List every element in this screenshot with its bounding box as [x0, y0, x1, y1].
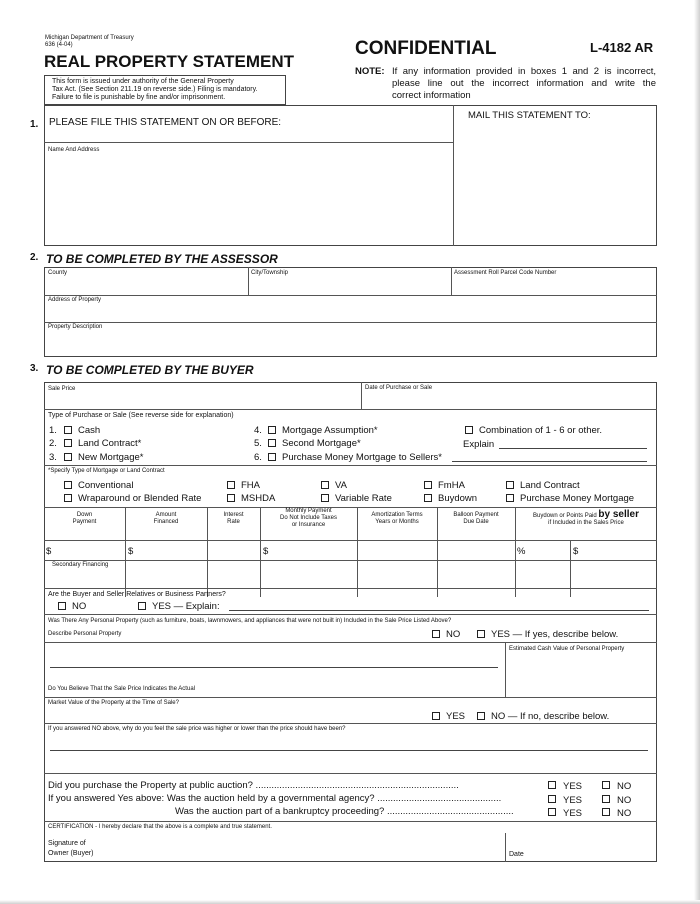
land-contract-type-label: Land Contract [520, 480, 580, 491]
purchase-money-checkbox[interactable] [268, 453, 276, 461]
believe-question-line-2: Market Value of the Property at the Time of Sale? [48, 700, 179, 706]
government-yes-checkbox[interactable] [548, 795, 556, 803]
relatives-yes-checkbox[interactable] [138, 602, 146, 610]
pmm-label: Purchase Money Mortgage [520, 493, 635, 504]
land-contract-label: Land Contract* [78, 438, 142, 449]
combination-checkbox[interactable] [465, 426, 473, 434]
date-purchase-label: Date of Purchase or Sale [365, 385, 433, 391]
bankruptcy-no-checkbox[interactable] [602, 808, 610, 816]
parcel-label: Assessment Roll Parcel Code Number [454, 270, 557, 276]
variable-rate-checkbox[interactable] [321, 494, 329, 502]
authority-line-1: This form is issued under authority of the General Property [52, 78, 234, 85]
personal-yes-label: YES — If yes, describe below. [491, 629, 619, 640]
file-before-label: PLEASE FILE THIS STATEMENT ON OR BEFORE: [49, 117, 282, 128]
description-field[interactable] [45, 332, 656, 356]
secondary-financing-label: Secondary Financing [52, 562, 109, 568]
mail-to-label: MAIL THIS STATEMENT TO: [468, 110, 591, 121]
col-buydown: Buydown or Points Paid by seller if Included in the Sales Price [533, 509, 639, 526]
address-label: Address of Property [48, 297, 102, 303]
city-label: City/Township [251, 270, 289, 276]
address-field[interactable] [45, 305, 656, 321]
estimated-cash-label: Estimated Cash Value of Personal Property [509, 646, 625, 652]
section-3-title: TO BE COMPLETED BY THE BUYER [46, 363, 254, 377]
wraparound-checkbox[interactable] [64, 494, 72, 502]
personal-yes-checkbox[interactable] [477, 630, 485, 638]
col-amount-financed: Amount Financed [153, 512, 179, 525]
signature-label-2: Owner (Buyer) [48, 850, 94, 857]
government-no-checkbox[interactable] [602, 795, 610, 803]
signature-field[interactable] [110, 834, 502, 860]
dollar-monthly: $ [263, 546, 269, 557]
city-field[interactable] [249, 278, 450, 294]
form-sheet: Michigan Department of Treasury 636 (4-04) REAL PROPERTY STATEMENT CONFIDENTIAL L-4182 AR NOTE: If any information provided in boxes 1 and 2 is incorrect, please line out the incorrect information and write the correct information This form is issued under authority of the General Property Tax Act. (See Section 211.19 on reverse side.) Filing is mandatory. Failure to file is punishable by fine and/or imprisonment. 1. PLEASE FILE THIS STATEMENT ON OR BEFORE: MAIL THIS STATEMENT TO: Name And Address 2. TO BE COMPLETED BY THE ASSESSOR County City/Township Assessment Roll Parcel Code Number Address of Property Property Description 3. TO BE COMPLETED BY THE BUYER Sale Price Date of Purchase or Sale Type of Purchase or Sale (See reverse side for explanation) 1. Cash 2. Land Contract* 3. New Mortgage* 4. Mortgage Assumption* 5. Second Mortgage* 6. Purchase Money Mortgage to Sellers* Combination of 1 - 6 or other. Explain *Specify Type of Mortgage or Land Contract Conventional FHA VA FmHA Land Contract Wraparound or Blended Rate MSHDA Variable Rate Buydown Purchase Money Mortgage Down Payment Amount Financed Interest Rate Monthly Payment Do Not Include Taxes or Insurance Amortization Terms Years or Months Balloon Payment Due Date Buydown or Points Paid by seller if Included in the Sales Price $ $ $ % $ Secondary Financing Are the Buyer and Seller Relatives or Business Partners? NO YES — Explain: Was There Any Personal Property (such as furniture, boats, lawnmowers, and appliances that were not built in) Included in the Sale Price Listed Above? Describe Personal Property NO YES — If yes, describe below. Estimated Cash Value of Personal Property Do You Believe That the Sale Price Indicates the Actual Market Value of the Property at the Time of Sale? YES NO — If no, describe below. If you answered NO above, why do you feel the sale price was higher or lower than the price should have been? Did you purchase the Property at public auction? ............................................................................. If you answered Yes above: Was the auction held by a governmental agency? ............................................... Was the auction part of a bankruptcy proceeding? ................................................ YES NO YES NO YES NO CERTIFICATION - I hereby declare that the above is a complete and true statement. Signature of Owner (Buyer) Date [0, 0, 700, 904]
land-contract-checkbox[interactable] [64, 439, 72, 447]
mshda-checkbox[interactable] [227, 494, 235, 502]
bankruptcy-yes-checkbox[interactable] [548, 808, 556, 816]
fha-label: FHA [241, 480, 260, 491]
relatives-no-label: NO [72, 601, 87, 612]
dollar-buydown: $ [573, 546, 579, 557]
personal-property-field[interactable] [46, 644, 503, 674]
col-interest-rate: Interest Rate [223, 512, 244, 525]
va-label: VA [335, 480, 347, 491]
mortgage-assumption-label: Mortgage Assumption* [282, 425, 378, 436]
county-field[interactable] [45, 278, 247, 294]
va-checkbox[interactable] [321, 481, 329, 489]
bankruptcy-question: Was the auction part of a bankruptcy proceeding? ................................................ [175, 806, 514, 817]
if-no-question: If you answered NO above, why do you feel the sale price was higher or lower than the price should have been? [48, 726, 346, 732]
description-label: Property Description [48, 324, 103, 330]
purchase-money-label: Purchase Money Mortgage to Sellers* [282, 452, 442, 463]
land-contract-type-checkbox[interactable] [506, 481, 514, 489]
relatives-no-checkbox[interactable] [58, 602, 66, 610]
fmha-label: FmHA [438, 480, 465, 491]
note-line-1: If any information provided in boxes 1 and 2 is incorrect, [392, 66, 656, 77]
buydown-checkbox[interactable] [424, 494, 432, 502]
personal-property-question: Was There Any Personal Property (such as furniture, boats, lawnmowers, and appliances that were not built in) Included in the Sale Price Listed Above? [48, 618, 452, 624]
section-1-number: 1. [30, 119, 39, 130]
date-label: Date [509, 851, 524, 858]
type-purchase-label: Type of Purchase or Sale (See reverse side for explanation) [48, 412, 234, 419]
conventional-label: Conventional [78, 480, 134, 491]
believe-yes-label: YES [446, 711, 466, 722]
fha-checkbox[interactable] [227, 481, 235, 489]
auction-yes-checkbox[interactable] [548, 781, 556, 789]
note-label: NOTE: [355, 66, 385, 77]
government-question: If you answered Yes above: Was the auction held by a governmental agency? ............................................... [48, 793, 502, 804]
mortgage-assumption-checkbox[interactable] [268, 426, 276, 434]
if-no-explain-field[interactable] [46, 734, 652, 770]
dept-line-2: 636 (4-04) [45, 42, 73, 48]
combination-label: Combination of 1 - 6 or other. [479, 425, 603, 436]
col-down-payment: Down Payment [72, 512, 97, 525]
believe-question-line-1: Do You Believe That the Sale Price Indicates the Actual [48, 686, 195, 692]
county-label: County [48, 270, 68, 276]
form-title: REAL PROPERTY STATEMENT [44, 52, 294, 71]
percent-buydown: % [517, 546, 526, 557]
describe-personal-label: Describe Personal Property [48, 631, 122, 637]
section-2-number: 2. [30, 252, 39, 263]
cash-label: Cash [78, 425, 101, 436]
certification-text: CERTIFICATION - I hereby declare that the above is a complete and true statement. [48, 824, 272, 830]
relatives-yes-label: YES — Explain: [152, 601, 220, 612]
section-2-title: TO BE COMPLETED BY THE ASSESSOR [46, 252, 278, 266]
dollar-amount: $ [128, 546, 134, 557]
dept-line-1: Michigan Department of Treasury [45, 35, 134, 41]
date-purchase-field[interactable] [363, 394, 656, 408]
estimated-cash-field[interactable] [507, 656, 656, 696]
signature-label-1: Signature of [48, 840, 86, 847]
mshda-label: MSHDA [241, 493, 276, 504]
explain-field[interactable] [499, 437, 647, 448]
sale-price-label: Sale Price [48, 386, 76, 392]
explain-label: Explain [463, 439, 495, 450]
believe-yes-checkbox[interactable] [432, 712, 440, 720]
col-balloon: Balloon Payment Due Date [453, 512, 499, 525]
note-line-3: correct information [392, 90, 471, 101]
auction-question: Did you purchase the Property at public auction? ............................................................................. [48, 780, 459, 791]
col-amortization: Amortization Terms Years or Months [371, 512, 423, 525]
personal-no-label: NO [446, 629, 461, 640]
fmha-checkbox[interactable] [424, 481, 432, 489]
second-mortgage-checkbox[interactable] [268, 439, 276, 447]
mail-to-field[interactable] [455, 125, 655, 244]
parcel-field[interactable] [452, 278, 656, 294]
wraparound-label: Wraparound or Blended Rate [78, 493, 202, 504]
authority-line-3: Failure to file is punishable by fine and/or imprisonment. [52, 94, 226, 101]
date-field[interactable] [530, 834, 655, 860]
authority-line-2: Tax Act. (See Section 211.19 on reverse side.) Filing is mandatory. [52, 86, 258, 93]
believe-no-label: NO — If no, describe below. [491, 711, 610, 722]
personal-no-checkbox[interactable] [432, 630, 440, 638]
sale-price-field[interactable] [45, 394, 360, 408]
believe-no-checkbox[interactable] [477, 712, 485, 720]
col-monthly-payment: Monthly Payment Do Not Include Taxes or Insurance [280, 508, 337, 528]
new-mortgage-label: New Mortgage* [78, 452, 144, 463]
second-mortgage-label: Second Mortgage* [282, 438, 361, 449]
specify-label: *Specify Type of Mortgage or Land Contract [48, 468, 165, 474]
pmm-checkbox[interactable] [506, 494, 514, 502]
cash-checkbox[interactable] [64, 426, 72, 434]
relatives-explain-field[interactable] [229, 599, 649, 610]
note-line-2: please line out the incorrect information and write the [392, 78, 656, 89]
form-number: L-4182 AR [590, 40, 654, 55]
new-mortgage-checkbox[interactable] [64, 453, 72, 461]
variable-rate-label: Variable Rate [335, 493, 392, 504]
buydown-label: Buydown [438, 493, 478, 504]
name-address-label: Name And Address [48, 147, 100, 153]
conventional-checkbox[interactable] [64, 481, 72, 489]
section-3-number: 3. [30, 363, 39, 374]
name-address-field[interactable] [45, 156, 452, 244]
relatives-question: Are the Buyer and Seller Relatives or Business Partners? [48, 591, 226, 598]
confidential-label: CONFIDENTIAL [355, 38, 497, 59]
dollar-down: $ [46, 546, 52, 557]
auction-no-checkbox[interactable] [602, 781, 610, 789]
